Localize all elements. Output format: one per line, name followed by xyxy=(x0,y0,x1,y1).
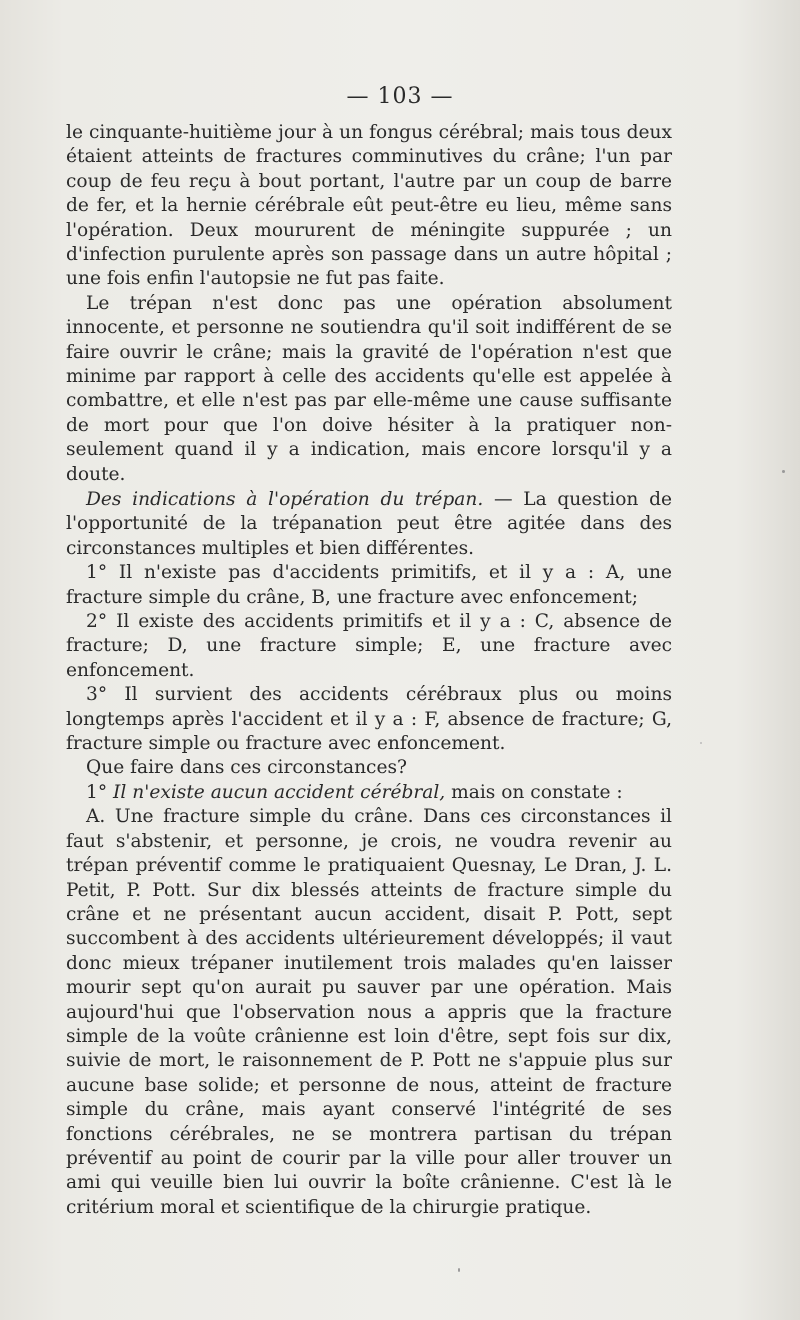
section-heading-paragraph xyxy=(66,488,672,561)
subheading-number: 1° xyxy=(86,781,114,803)
paper-speck xyxy=(782,470,785,473)
question-line: Que faire dans ces circonstances? xyxy=(86,757,407,779)
paper-speck xyxy=(700,742,702,744)
page-number: — 103 — xyxy=(346,84,454,109)
subheading: Il n'existe aucun accident cérébral, xyxy=(113,781,446,803)
text-block-top xyxy=(66,121,672,487)
subheading-rest: mais on constate : xyxy=(445,781,623,803)
paragraph-trepan-risk: Le trépan n'est donc pas une opération absolument innocente, et personne ne soutiendra qu'il soit indifférent de se faire ouvrir le crâne; mais la gravité de l'opération n'est que minime par rapport à celle des accidents qu'elle est appelée à combattre, et elle n'est pas par elle-même une cause suffisante de mort pour que l'on doive hésiter à la pratiquer non-seulement quand il y a indication, mais encore lorsqu'il y a doute. xyxy=(66,292,672,485)
list-item-1: 1° Il n'existe pas d'accidents primitifs, et il y a : A, une fracture simple du crâne, B, une fracture avec enfoncement; xyxy=(66,562,672,608)
paragraph-continuation: le cinquante-huitième jour à un fongus cérébral; mais tous deux étaient atteints de fractures comminutives du crâne; l'un par coup de feu reçu à bout portant, l'autre par un coup de barre de fer, et la hernie cérébrale eût peut-être eu lieu, même sans l'opération. Deux moururent de méningite suppurée ; un d'infection purulente après son passage dans un autre hôpital ; une fois enfin l'autopsie ne fut pas faite. xyxy=(66,122,672,290)
list-item-2: 2° Il existe des accidents primitifs et il y a : C, absence de fracture; D, une fracture simple; E, une fracture avec enfoncement. xyxy=(66,611,672,681)
paragraph-simple-fracture: A. Une fracture simple du crâne. Dans ces circonstances il faut s'abstenir, et personne, je crois, ne voudra revenir au trépan préventif comme le pratiquaient Quesnay, Le Dran, J. L. Petit, P. Pott. Sur dix blessés atteints de fracture simple du crâne et ne présentant aucun accident, disait P. Pott, sept succombent à des accidents ultérieurement développés; il vaut donc mieux trépaner inutilement trois malades qu'en laisser mourir sept qu'on aurait pu sauver par une opération. Mais aujourd'hui que l'observation nous a appris que la fracture simple de la voûte crânienne est loin d'être, sept fois sur dix, suivie de mort, le raisonnement de P. Pott ne s'appuie plus sur aucune base solide; et personne de nous, atteint de fracture simple du crâne, mais ayant conservé l'intégrité de ses fonctions cérébrales, ne se montrera partisan du trépan préventif au point de courir par la ville pour aller trouver un ami qui veuille bien lui ouvrir la boîte crânienne. C'est là le critérium moral et scientifique de la chirurgie pratique. xyxy=(66,806,672,1218)
text-block-indications xyxy=(66,488,672,1220)
paper-speck xyxy=(458,1268,460,1272)
section-intro: — La question de l'opportunité de la trépanation peut être agitée dans des circonstances multiples et bien différentes. xyxy=(66,489,672,559)
list-item-3: 3° Il survient des accidents cérébraux plus ou moins longtemps après l'accident et il y a : F, absence de fracture; G, fracture simple ou fracture avec enfoncement. xyxy=(66,684,672,755)
section-heading: Des indications à l'opération du trépan. xyxy=(86,489,484,510)
subheading-paragraph xyxy=(66,781,672,805)
